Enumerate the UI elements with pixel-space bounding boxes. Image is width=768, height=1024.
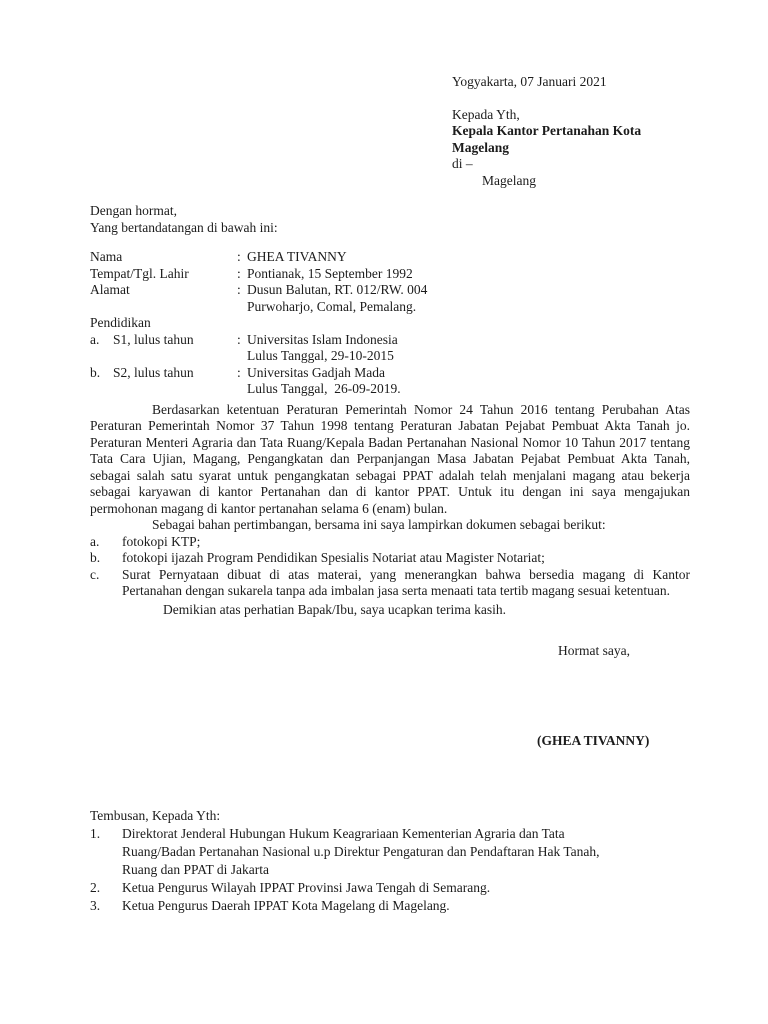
education-heading: Pendidikan: [90, 315, 151, 330]
identity-separator: :: [237, 249, 241, 264]
cc-item-line: Ruang dan PPAT di Jakarta: [122, 862, 269, 877]
education-row-s1: [90, 332, 690, 349]
education-value-continuation: Lulus Tanggal, 26-09-2019.: [247, 381, 401, 396]
recipient-salutation: Kepada Yth,: [452, 106, 520, 122]
education-value-continuation: Lulus Tanggal, 29-10-2015: [247, 348, 394, 363]
cc-heading: Tembusan, Kepada Yth:: [90, 808, 221, 823]
cc-item-line: Ruang/Badan Pertanahan Nasional u.p Direktur Pengaturan dan Pendaftaran Hak Tanah,: [122, 844, 600, 859]
body-paragraph-2: Sebagai bahan pertimbangan, bersama ini saya lampirkan dokumen sebagai berikut:: [152, 517, 606, 532]
education-block: [90, 332, 690, 398]
list-marker: b.: [90, 364, 101, 380]
recipient-di-line: di –: [452, 156, 473, 171]
opening-block: [90, 203, 690, 236]
date-line: Yogyakarta, 07 Januari 2021: [452, 74, 607, 89]
recipient-city: Magelang: [482, 172, 536, 188]
identity-row-alamat: [90, 282, 690, 299]
identity-separator: :: [237, 265, 241, 281]
list-marker: 1.: [90, 826, 101, 841]
identity-block: [90, 249, 690, 315]
list-marker: b.: [90, 550, 101, 565]
cc-item-text: Ketua Pengurus Daerah IPPAT Kota Magelang di Magelang.: [122, 898, 450, 913]
cc-item-text: Ketua Pengurus Wilayah IPPAT Provinsi Jawa Tengah di Semarang.: [122, 880, 491, 895]
letter-content: [90, 74, 690, 915]
education-value: Universitas Islam Indonesia: [247, 331, 398, 347]
opening-line-2: Yang bertandatangan di bawah ini:: [90, 219, 278, 235]
cc-item-3: [90, 897, 690, 915]
education-label: S1, lulus tahun: [113, 331, 194, 347]
identity-label: Nama: [90, 249, 123, 264]
cc-item-line: Direktorat Jenderal Hubungan Hukum Keagrariaan Kementerian Agraria dan Tata: [122, 826, 565, 841]
identity-separator: :: [237, 282, 241, 297]
attachment-text: fotokopi KTP;: [122, 533, 201, 549]
education-label: S2, lulus tahun: [113, 364, 194, 380]
attachment-item-b: [90, 550, 690, 567]
identity-value: Pontianak, 15 September 1992: [247, 265, 413, 281]
education-row-s2: [90, 365, 690, 382]
attachment-text: fotokopi ijazah Program Pendidikan Spesialis Notariat atau Magister Notariat;: [122, 550, 545, 565]
identity-label: Alamat: [90, 282, 130, 297]
attachments-list: [90, 534, 690, 600]
identity-value: Dusun Balutan, RT. 012/RW. 004: [247, 282, 428, 297]
opening-line-1: Dengan hormat,: [90, 203, 177, 218]
identity-value-continuation: Purwoharjo, Comal, Pemalang.: [247, 298, 417, 314]
signature-pre: Hormat saya,: [558, 643, 630, 658]
recipient-name: Kepala Kantor Pertanahan Kota Magelang: [452, 123, 642, 155]
list-marker: c.: [90, 566, 100, 582]
list-marker: 2.: [90, 880, 101, 895]
cc-item-text: [122, 825, 690, 879]
identity-label: Tempat/Tgl. Lahir: [90, 265, 189, 281]
identity-row-ttl: [90, 266, 690, 283]
list-marker: 3.: [90, 898, 101, 913]
cc-item-2: [90, 879, 690, 897]
list-marker: a.: [90, 331, 100, 347]
attachment-text: Surat Pernyataan dibuat di atas materai, yang menerangkan bahwa bersedia magang di Kantor Pertanahan dengan sukarela tanpa ada imbalan jasa serta menaati tata tertib magang sesuai ketentuan.: [122, 566, 690, 598]
letter-header: [452, 74, 690, 189]
attachment-item-a: [90, 534, 690, 551]
closing-line: Demikian atas perhatian Bapak/Ibu, saya ucapkan terima kasih.: [163, 601, 506, 617]
cc-block: [90, 807, 690, 915]
attachment-item-c: [90, 567, 690, 600]
education-separator: :: [237, 331, 241, 347]
recipient-block: [452, 107, 690, 190]
signature-name: (GHEA TIVANNY): [537, 732, 650, 748]
identity-row-nama: [90, 249, 690, 266]
education-value: Universitas Gadjah Mada: [247, 364, 385, 380]
education-separator: :: [237, 364, 241, 380]
body-paragraph-1: Berdasarkan ketentuan Peraturan Pemerintah Nomor 24 Tahun 2016 tentang Perubahan Atas Peraturan Pemerintah Nomor 37 Tahun 1998 tentang Peraturan Jabatan Pejabat Pembuat Akta Tanah jo. Peraturan Menteri Agraria dan Tata Ruang/Kepala Badan Pertanahan Nasional Nomor 10 Tahun 2017 tentang Tata Cara Ujian, Magang, Pengangkatan dan Perpanjangan Masa Jabatan Pejabat Pembuat Akta Tanah, sebagai salah satu syarat untuk pengangkatan sebagai PPAT adalah telah menjalani magang atau bekerja sebagai karyawan di kantor Pertanahan dan di kantor PPAT. Untuk itu dengan ini saya mengajukan permohonan magang di kantor pertanahan selama 6 (enam) bulan.: [90, 401, 690, 516]
list-marker: a.: [90, 533, 100, 549]
cc-item-1: [90, 825, 690, 879]
identity-value: GHEA TIVANNY: [247, 249, 347, 264]
